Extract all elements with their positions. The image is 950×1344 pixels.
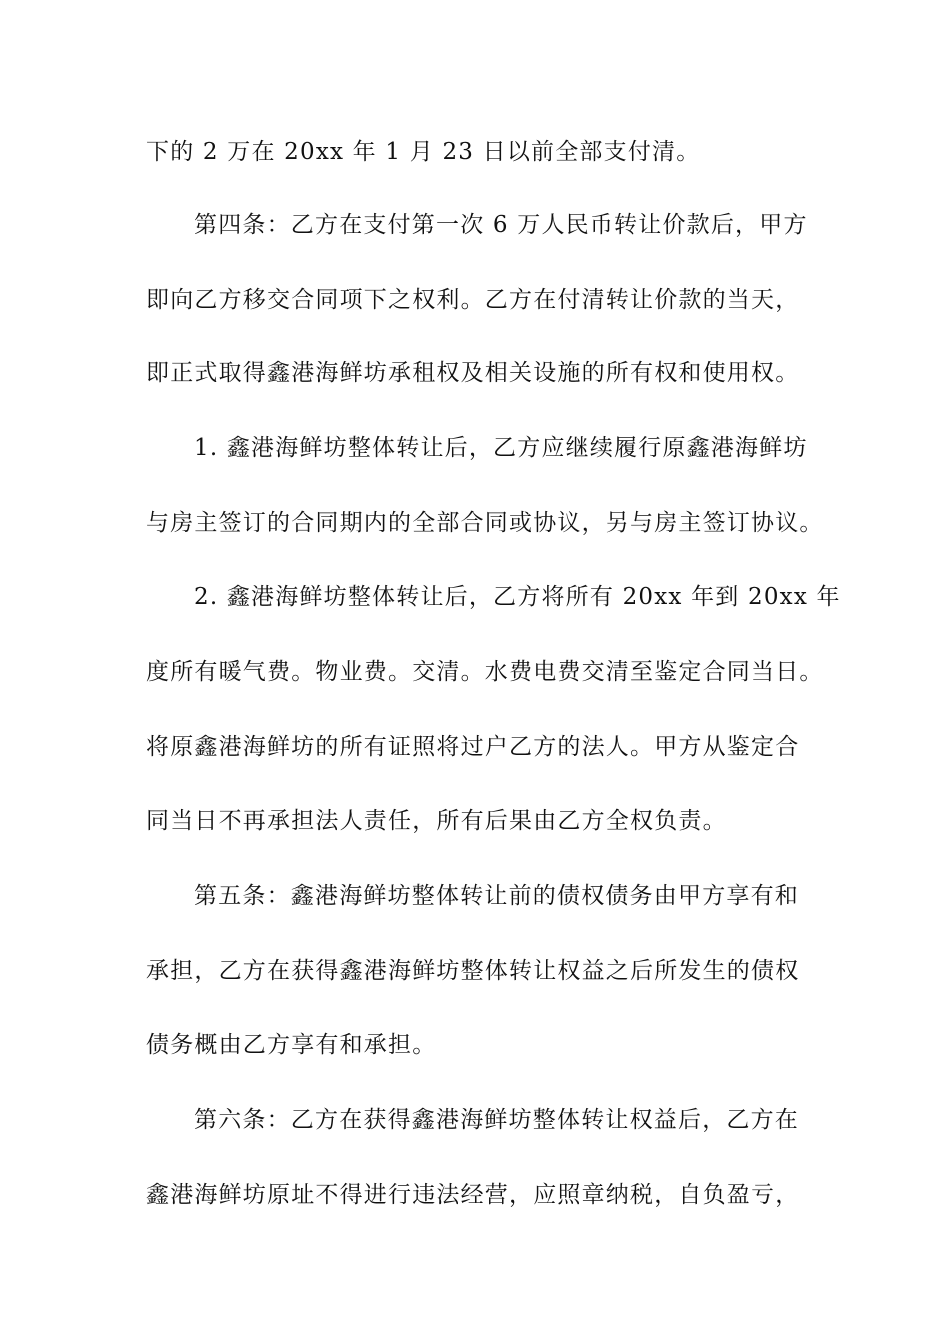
text-line: 即正式取得鑫港海鲜坊承租权及相关设施的所有权和使用权。 [146,360,800,386]
text-line: 鑫港海鲜坊原址不得进行违法经营，应照章纳税，自负盈亏， [146,1182,800,1208]
list-item-2-line: 2. 鑫港海鲜坊整体转让后，乙方将所有 20xx 年到 20xx 年 [194,584,841,610]
list-item-1-line: 1. 鑫港海鲜坊整体转让后，乙方应继续履行原鑫港海鲜坊 [194,435,808,461]
text-line: 承担，乙方在获得鑫港海鲜坊整体转让权益之后所发生的债权 [146,958,800,984]
text-line: 下的 2 万在 20xx 年 1 月 23 日以前全部支付清。 [146,139,701,165]
text-line: 与房主签订的合同期内的全部合同或协议，另与房主签订协议。 [146,510,824,536]
text-line: 同当日不再承担法人责任，所有后果由乙方全权负责。 [146,808,727,834]
article-6-heading-line: 第六条：乙方在获得鑫港海鲜坊整体转让权益后，乙方在 [194,1107,799,1133]
text-line: 即向乙方移交合同项下之权利。乙方在付清转让价款的当天， [146,287,800,313]
article-5-heading-line: 第五条：鑫港海鲜坊整体转让前的债权债务由甲方享有和 [194,883,799,909]
text-line: 债务概由乙方享有和承担。 [146,1032,437,1058]
text-line: 将原鑫港海鲜坊的所有证照将过户乙方的法人。甲方从鉴定合 [146,734,800,760]
article-4-heading-line: 第四条：乙方在支付第一次 6 万人民币转让价款后，甲方 [194,212,808,238]
text-line: 度所有暖气费。物业费。交清。水费电费交清至鉴定合同当日。 [146,659,824,685]
